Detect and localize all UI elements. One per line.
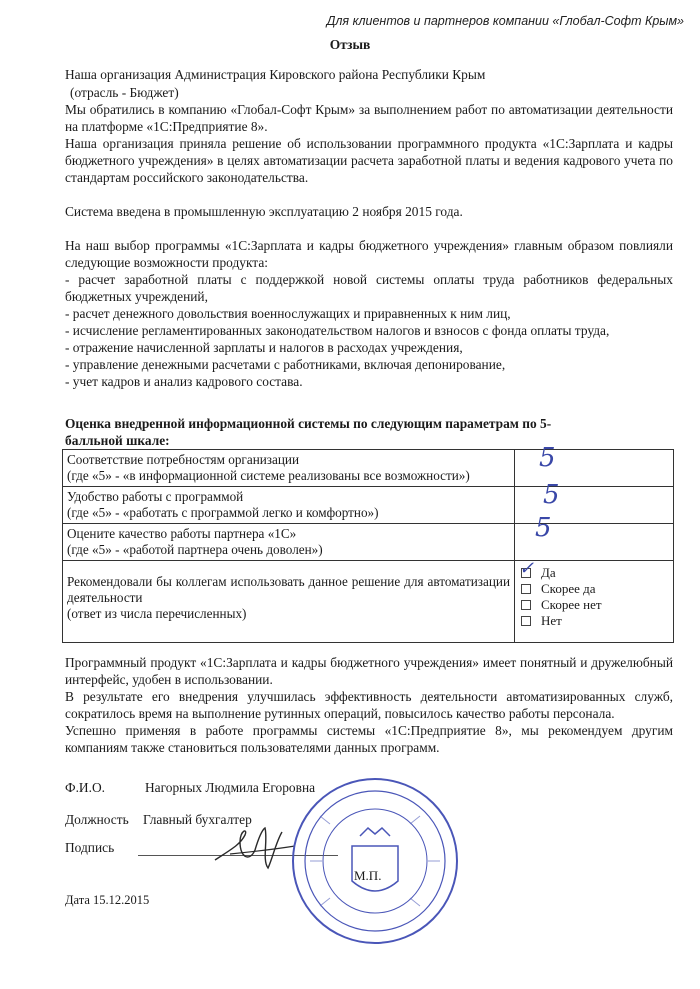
conclusion-interface: Программный продукт «1С:Зарплата и кадры бюджетного учреждения» имеет понятный и дружелюбный интерфейс, удобен в использовании. [65,655,673,687]
score-cell [515,513,674,561]
handwritten-score: 5 [535,513,552,543]
criterion-title: Соответствие потребностям организации [67,452,300,467]
page-title: Отзыв [329,37,371,52]
position-label: Должность [65,812,129,827]
option-label: Скорее нет [541,597,602,612]
stamp-place-label: М.П. [354,868,382,883]
option-row[interactable] [519,558,669,581]
handwritten-signature [210,820,300,880]
list-item: - отражение начисленной зарплаты и налогов в расходах учреждения, [65,340,463,355]
table-row [63,450,674,487]
paragraph-intro: Мы обратились в компанию «Глобал-Софт Крым» за выполнением работ по автоматизации деятельности на платформе «1С:Предприятие 8». [65,102,673,134]
criterion-cell [63,487,515,524]
recommend-options [515,558,674,643]
list-item: - учет кадров и анализ кадрового состава. [65,374,303,389]
conclusion-recommendation: Успешно применяя в работе программы системы «1С:Предприятие 8», мы рекомендуем другим компаниям также становиться пользователями данных программ. [65,723,673,755]
criterion-cell [63,450,515,487]
conclusion-efficiency: В результате его внедрения улучшилась эффективность деятельности автоматизированных служб, сократилось время на выполнение рутинных операций, повысилось качество работы персонала. [65,689,673,721]
option-row[interactable] [521,597,669,613]
signature-label: Подпись [65,840,115,855]
score-cell [515,443,674,487]
paragraph-launch: Система введена в промышленную эксплуатацию 2 ноября 2015 года. [65,204,463,219]
features-list [65,271,673,390]
option-row[interactable] [521,581,669,597]
criterion-cell [63,524,515,561]
paragraph-choice: На наш выбор программы «1С:Зарплата и кадры бюджетного учреждения» главным образом повлияли следующие возможности продукта: [65,238,673,270]
checkmark-icon: ✓ [519,558,535,578]
table-row [63,487,674,524]
document-date: Дата 15.12.2015 [65,893,150,907]
option-label: Скорее да [541,581,596,596]
criterion-title: Удобство работы с программой [67,489,244,504]
org-line: Наша организация Администрация Кировского района Республики Крым [65,67,486,82]
list-item: - исчисление регламентированных законодательством налогов и взносов с фонда оплаты труда, [65,323,610,338]
option-row[interactable] [521,613,669,629]
handwritten-score: 5 [539,443,556,473]
table-row [63,524,674,561]
list-item: - управление денежными расчетами с работниками, включая депонирование, [65,357,506,372]
fio-value: Нагорных Людмила Егоровна [145,780,316,795]
criterion-note: (где «5» - «работой партнера очень доволен») [67,542,323,557]
paragraph-decision: Наша организация приняла решение об использовании программного продукта «1С:Зарплата и кадры бюджетного учреждения» в целях автоматизации расчета заработной платы и ведения кадрового учета по стандартам российского законодательства. [65,136,673,185]
evaluation-table [62,443,674,643]
handwritten-score: 5 [543,480,560,510]
option-label: Нет [541,613,562,628]
checkbox[interactable] [521,584,531,594]
recommend-question: Рекомендовали бы коллегам использовать данное решение для автоматизации деятельности [67,573,510,605]
criterion-note: (где «5» - «работать с программой легко и комфортно») [67,505,379,520]
position-value: Главный бухгалтер [143,812,252,827]
criterion-title: Оцените качество работы партнера «1С» [67,526,297,541]
industry-line: (отрасль - Бюджет) [70,85,179,100]
header-note: Для клиентов и партнеров компании «Глобал-Софт Крым» [326,14,684,28]
checkbox[interactable] [521,616,531,626]
official-stamp [290,776,460,946]
table-row [63,561,674,643]
option-label: Да [541,565,556,580]
recommend-cell [63,561,515,643]
evaluation-heading: Оценка внедренной информационной системы по следующим параметрам по 5-балльной шкале: [65,416,552,448]
checkbox[interactable] [521,600,531,610]
list-item: - расчет заработной платы с поддержкой новой системы оплаты труда работников федеральных бюджетных учреждений, [65,272,673,304]
recommend-note: (ответ из числа перечисленных) [67,605,247,621]
criterion-note: (где «5» - «в информационной системе реализованы все возможности») [67,468,470,483]
fio-label: Ф.И.О. [65,780,105,795]
checkbox-checked[interactable] [519,558,535,578]
list-item: - расчет денежного довольствия военнослужащих и приравненных к ним лиц, [65,306,511,321]
